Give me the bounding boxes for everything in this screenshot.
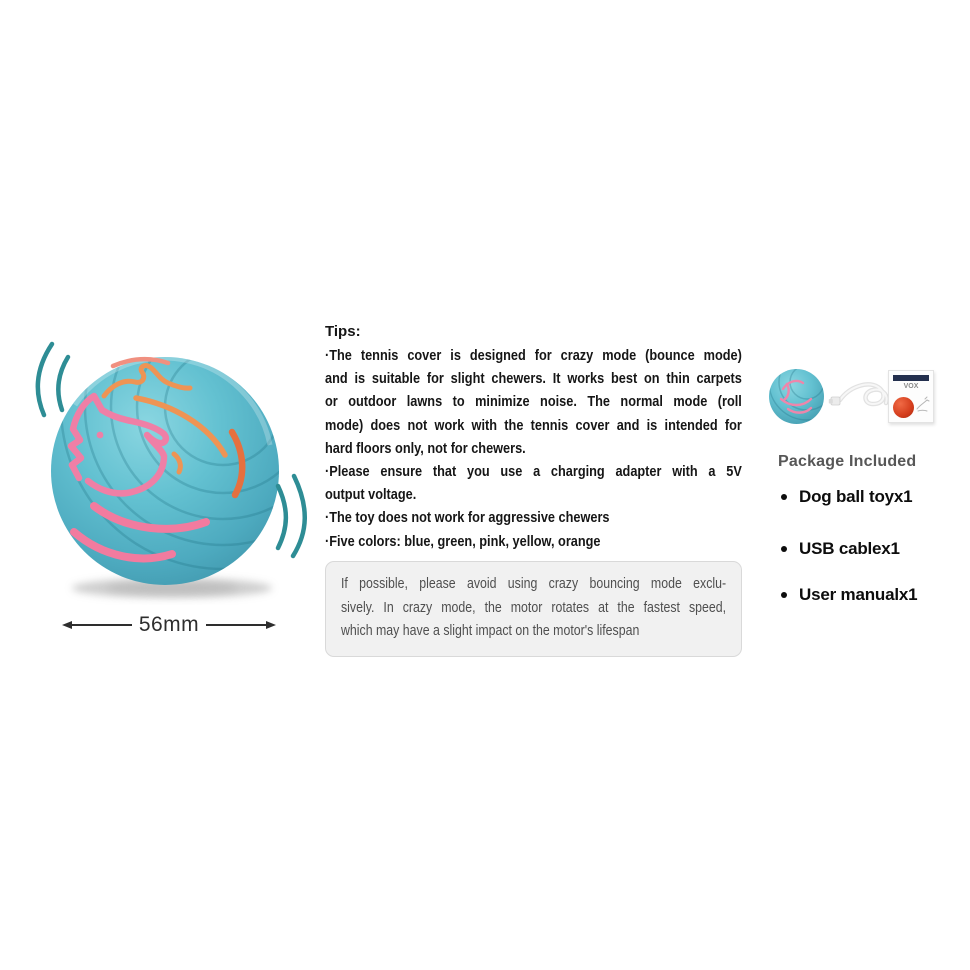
dimension-label: 56mm [138, 613, 200, 636]
arrow-right-icon [266, 621, 276, 629]
package-item-label: USB cablex1 [799, 539, 900, 558]
package-item-user-manual [781, 585, 917, 605]
arrow-left-icon [62, 621, 72, 629]
tips-line: and is suitable for slight chewers. It works best on thin carpets [325, 370, 742, 388]
bullet-dot [781, 494, 787, 500]
tips-line: ·The toy does not work for aggressive chewers [325, 509, 610, 527]
tips-line: hard floors only, not for chewers. [325, 439, 526, 457]
manual-text: VOX [903, 383, 919, 390]
bullet-dot [781, 546, 787, 552]
manual-sketch-icon [914, 396, 930, 414]
user-manual-thumbnail [888, 370, 934, 423]
note-box [325, 561, 742, 657]
manual-title-band [893, 375, 929, 381]
tips-line: ·The tennis cover is designed for crazy mode (bounce mode) [325, 347, 742, 364]
tips-line: output voltage. [325, 486, 417, 504]
note-line: If possible, please avoid using crazy bouncing mode exclu- [341, 576, 727, 592]
package-item-usb-cable [781, 539, 900, 559]
package-item-label: Dog ball toyx1 [799, 487, 913, 506]
tips-heading: Tips: [325, 323, 361, 340]
manual-ball-image [893, 397, 914, 418]
ball-photo [15, 335, 325, 605]
package-item-label: User manualx1 [799, 585, 918, 604]
note-line: which may have a slight impact on the motor's lifespan [341, 623, 640, 639]
package-item-dog-ball [781, 487, 912, 507]
dimension-line [72, 624, 132, 626]
tips-line: mode) does not work with the tennis cover and is intended for [325, 416, 742, 434]
usb-cable-thumbnail [828, 376, 892, 420]
dimension-line [206, 624, 266, 626]
tips-section [325, 320, 742, 553]
package-thumbnails [766, 366, 946, 428]
tips-line: or outdoor lawns to minimize noise. The normal mode (roll [325, 393, 742, 411]
ball-thumbnail [768, 368, 825, 425]
tips-line: ·Please ensure that you use a charging adapter with a 5V [325, 463, 742, 481]
dimension-indicator [62, 611, 276, 639]
bullet-dot [781, 592, 787, 598]
note-line: sively. In crazy mode, the motor rotates at the fastest speed, [341, 599, 727, 616]
package-included-heading: Package Included [778, 453, 917, 470]
tips-paragraphs [325, 344, 742, 553]
tips-line: ·Five colors: blue, green, pink, yellow, orange [325, 532, 601, 550]
